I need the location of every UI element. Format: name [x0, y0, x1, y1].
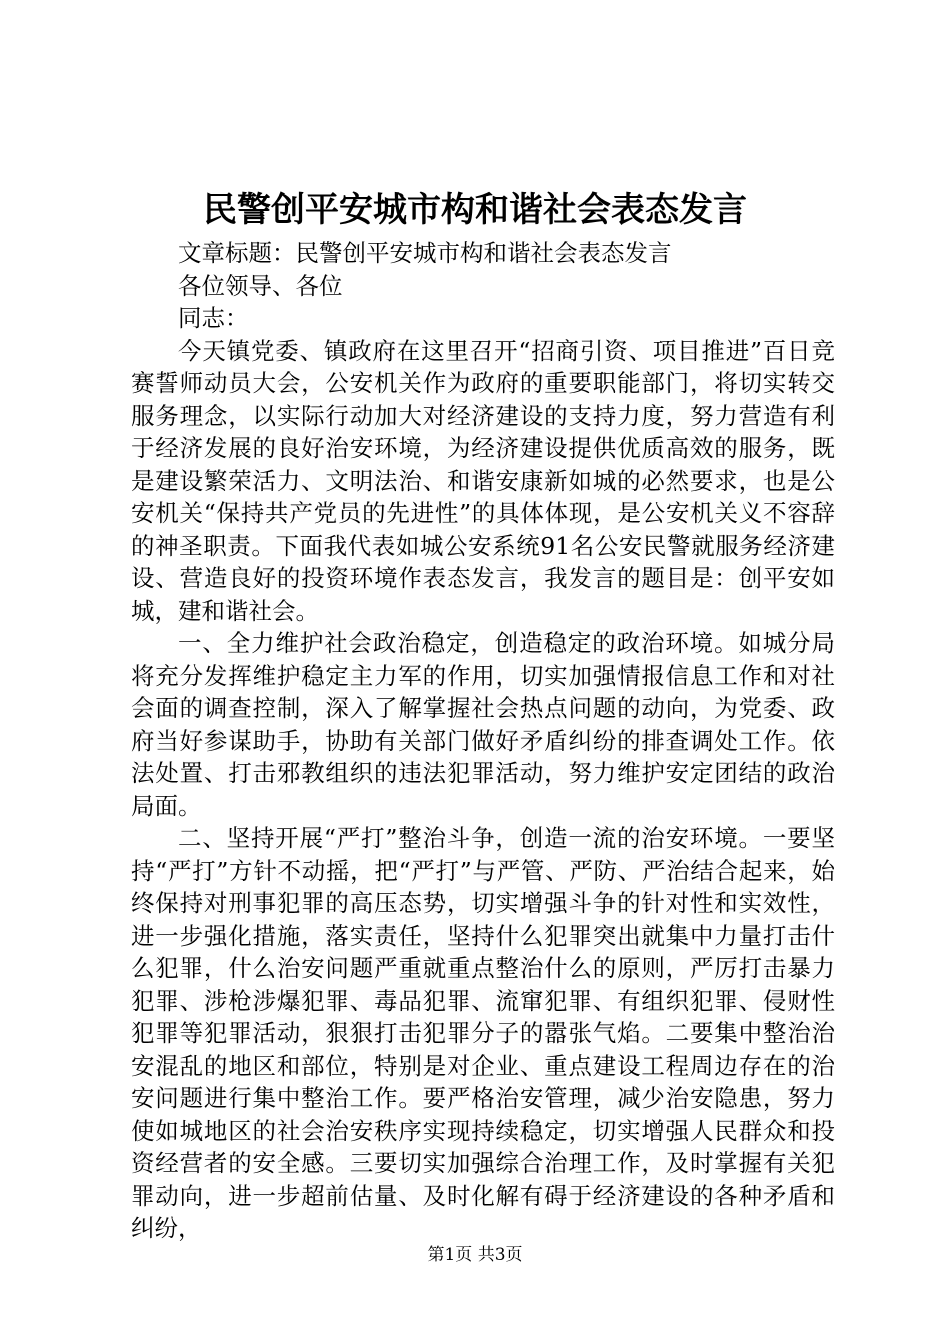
paragraph-salutation-2: 同志：	[178, 304, 249, 332]
paragraph-section-1: 一、全力维护社会政治稳定，创造稳定的政治环境。如城分局将充分发挥维护稳定主力军的作用，切实加强情报信息工作和对社会面的调查控制，深入了解掌握社会热点问题的动向，为党委、政府当好参谋助手，协助有关部门做好矛盾纠纷的排查调处工作。依法处置、打击邪教组织的违法犯罪活动，努力维护安定团结的政治局面。	[131, 629, 835, 820]
page-number-footer: 第1页 共3页	[427, 1245, 523, 1265]
document-body	[131, 237, 835, 1245]
paragraph-salutation-1: 各位领导、各位	[178, 271, 343, 300]
paragraph-section-2: 二、坚持开展“严打”整治斗争，创造一流的治安环境。一要坚持“严打”方针不动摇，把“严打”与严管、严防、严治结合起来，始终保持对刑事犯罪的高压态势，切实增强斗争的针对性和实效性，进一步强化措施，落实责任，坚持什么犯罪突出就集中力量打击什么犯罪，什么治安问题严重就重点整治什么的原则，严厉打击暴力犯罪、涉枪涉爆犯罪、毒品犯罪、流窜犯罪、有组织犯罪、侵财性犯罪等犯罪活动，狠狠打击犯罪分子的嚣张气焰。二要集中整治治安混乱的地区和部位，特别是对企业、重点建设工程周边存在的治安问题进行集中整治工作。要严格治安管理，减少治安隐患，努力使如城地区的社会治安秩序实现持续稳定，切实增强人民群众和投资经营者的安全感。三要切实加强综合治理工作，及时掌握有关犯罪动向，进一步超前估量、及时化解有碍于经济建设的各种矛盾和纠纷，	[131, 824, 835, 1242]
paragraph-intro: 今天镇党委、镇政府在这里召开“招商引资、项目推进”百日竞赛誓师动员大会，公安机关作为政府的重要职能部门，将切实转交服务理念，以实际行动加大对经济建设的支持力度，努力营造有利于经济发展的良好治安环境，为经济建设提供优质高效的服务，既是建设繁荣活力、文明法治、和谐安康新如城的必然要求，也是公安机关“保持共产党员的先进性”的具体体现，是公安机关义不容辞的神圣职责。下面我代表如城公安系统91名公安民警就服务经济建设、营造良好的投资环境作表态发言，我发言的题目是：创平安如城，建和谐社会。	[131, 336, 835, 625]
document-title: 民警创平安城市构和谐社会表态发言	[203, 190, 747, 230]
paragraph-article-title: 文章标题：民警创平安城市构和谐社会表态发言	[178, 239, 672, 267]
